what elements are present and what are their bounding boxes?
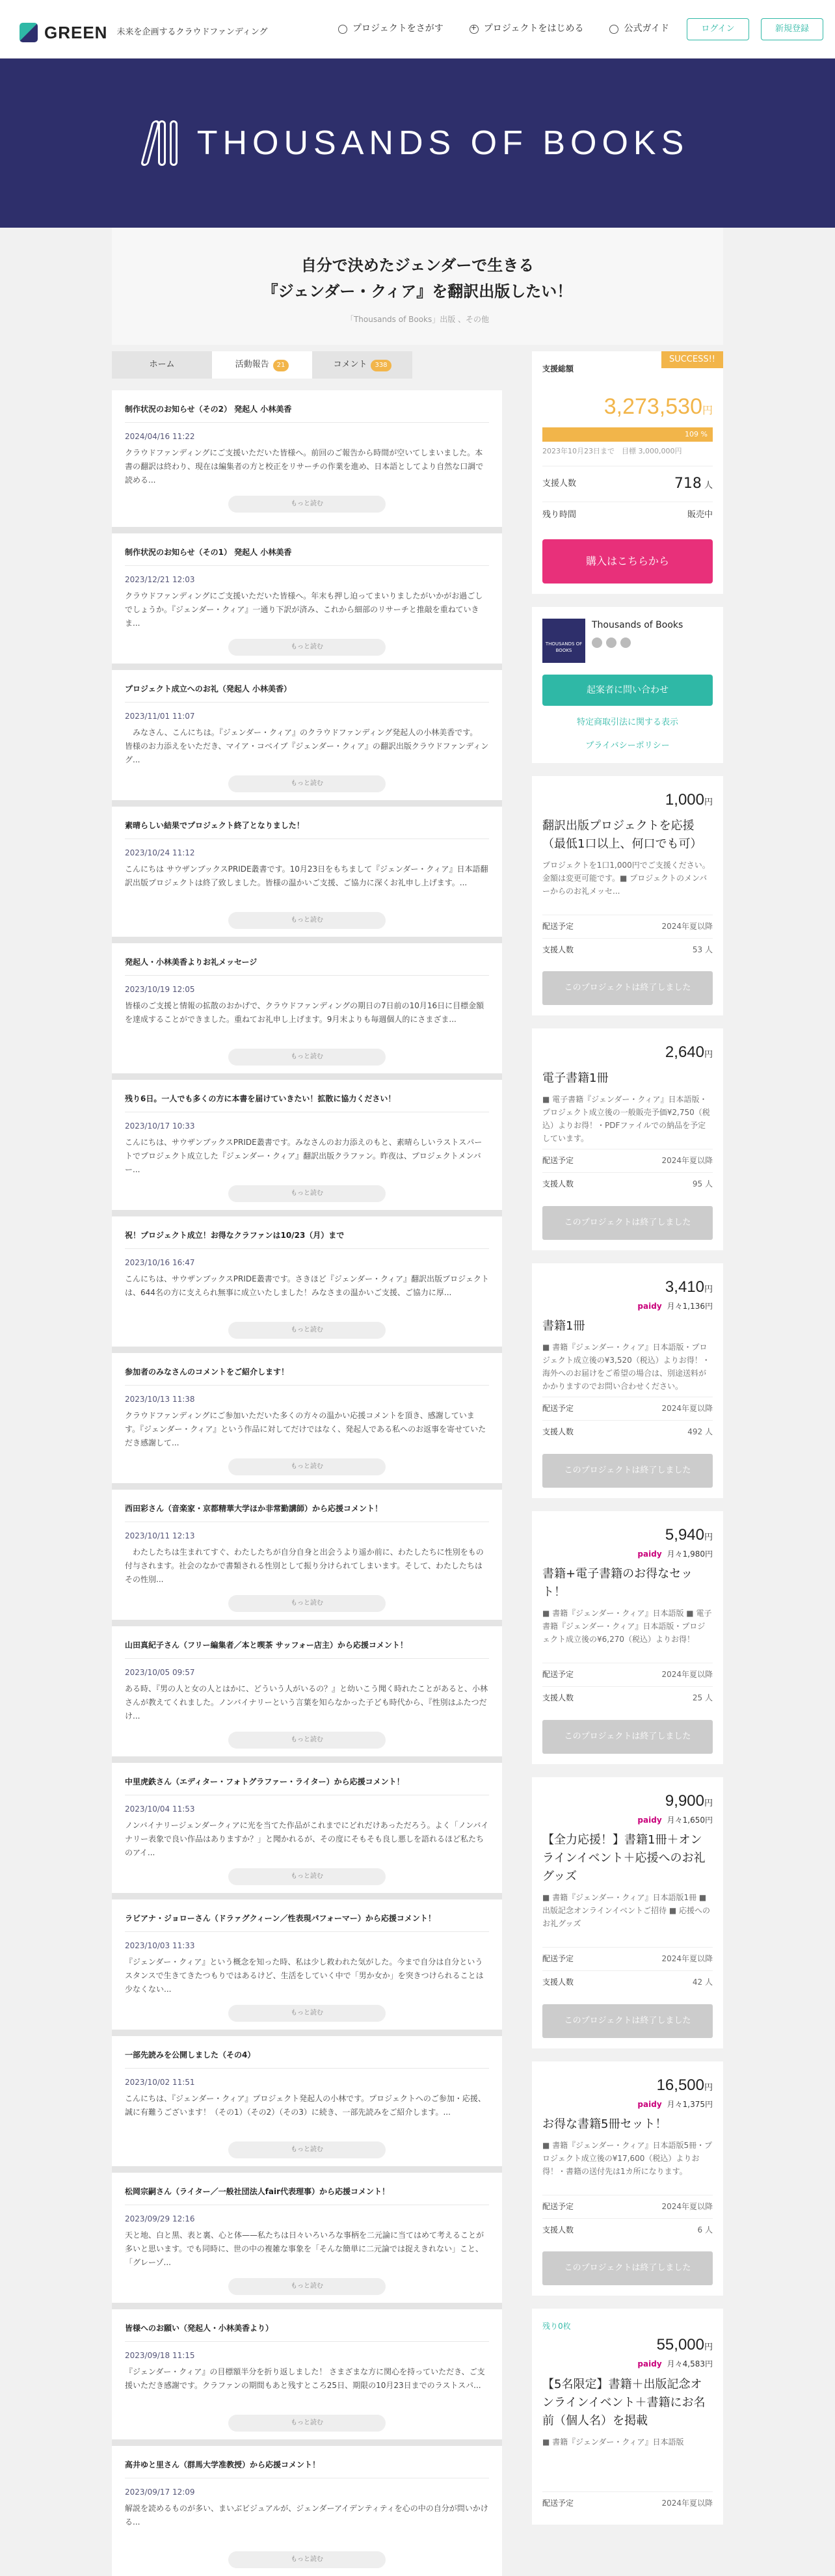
read-more-button[interactable]: もっと読む (228, 775, 386, 792)
report-item (112, 390, 502, 527)
report-divider (125, 2068, 489, 2069)
support-total (542, 390, 713, 424)
yen-unit: 円 (704, 1531, 713, 1542)
report-divider (125, 2341, 489, 2342)
reward-description: ■ 書籍『ジェンダー・クィア』日本語版・プロジェクト成立後の¥3,520（税込）よりお得！・海外へのお届けをご希望の場合は、別途送料がかかりますのでお問い合わせください。 (542, 1343, 710, 1391)
reward-price (542, 2073, 713, 2097)
paidy-monthly: 月々1,980円 (667, 1549, 713, 1559)
reward-description: ■ 書籍『ジェンダー・クィア』日本語版5冊・プロジェクト成立後の¥17,600（税込）よりお得！・書籍の送付先は1カ所になります。 (542, 2141, 713, 2177)
ship-date: 2024年夏以降 (661, 1670, 713, 1680)
backers-stat (542, 466, 713, 502)
report-item (112, 1620, 502, 1756)
project-ended-button[interactable]: このプロジェクトは終了しました (542, 1720, 713, 1754)
info-icon (609, 25, 618, 34)
read-more-button[interactable]: もっと読む (228, 1732, 386, 1749)
reward-amount: 2,640 (665, 1043, 704, 1062)
paidy-logo: paidy (637, 1549, 662, 1559)
reward-title: 書籍1冊 (542, 1319, 585, 1334)
support-amount: 3,273,530 (603, 394, 702, 419)
report-title[interactable]: 制作状況のお知らせ（その1） 発起人 小林美香 (125, 548, 292, 557)
paidy-installment (542, 1814, 713, 1827)
report-title[interactable]: プロジェクト成立へのお礼（発起人 小林美香） (125, 684, 291, 693)
ship-label: 配送予定 (542, 1404, 574, 1414)
project-title-area (112, 228, 723, 345)
yen-unit: 円 (702, 405, 713, 416)
backers-label: 支援人数 (542, 945, 574, 954)
report-title[interactable]: 皆様へのお願い（発起人・小林美香より） (125, 2324, 274, 2333)
read-more-button[interactable]: もっと読む (228, 1868, 386, 1885)
report-body: ノンバイナリージェンダークィアに光を当てた作品がこれまでにどれだけあっただろう。よく「ノンバイナリー表象で良い作品はありますか？」と聞かれるが、その度にそもそも良し悪しを語れるほど私たちのアイ... (125, 1821, 489, 1858)
report-date: 2023/12/21 12:03 (125, 574, 195, 584)
tab-home[interactable] (112, 351, 212, 379)
twitter-icon[interactable] (606, 637, 616, 648)
report-body: 『ジェンダー・クィア』の目標額半分を折り返しました！ さまざまな方に関心を持っていただき、ご支援いただき感謝です。クラファンの期間もあと残すところ25日、期限の10月23日までのラストスパ... (125, 2367, 485, 2391)
report-title[interactable]: 中里虎鉄さん（エディター・フォトグラファー・ライター）から応援コメント！ (125, 1777, 404, 1786)
report-date: 2023/10/11 12:13 (125, 1531, 195, 1540)
books-logo-icon (146, 120, 178, 166)
commerce-law-link[interactable]: 特定商取引法に関する表示 (576, 717, 678, 727)
read-more-button[interactable]: もっと読む (228, 1185, 386, 1202)
read-more-button[interactable]: もっと読む (228, 496, 386, 513)
report-title[interactable]: 発起人・小林美香よりお礼メッセージ (125, 958, 258, 967)
report-divider (125, 1931, 489, 1932)
reward-description: ■ 電子書籍『ジェンダー・クィア』日本語版・プロジェクト成立後の一般販売予価¥2,750（税込）よりお得！・PDFファイルでの納品を予定しています。 (542, 1095, 710, 1144)
reward-backers-row (542, 1172, 713, 1196)
breadcrumb[interactable]: 「Thousands of Books」出版 、その他 (345, 315, 490, 324)
person-unit: 人 (704, 481, 713, 491)
paidy-logo: paidy (637, 2359, 662, 2369)
project-tabs (112, 351, 502, 379)
sidebar (532, 351, 723, 2506)
privacy-policy-link[interactable]: プライバシーポリシー (585, 740, 670, 751)
reward-amount: 9,900 (665, 1791, 704, 1810)
report-title[interactable]: 参加者のみなさんのコメントをご紹介します！ (125, 1367, 289, 1376)
reward-price (542, 788, 713, 812)
paidy-monthly: 月々1,375円 (667, 2099, 713, 2109)
reward-backers-row (542, 938, 713, 961)
report-divider (125, 975, 489, 976)
report-item (112, 1483, 502, 1620)
report-title[interactable]: 高井ゆと里さん（群馬大学准教授）から応援コメント！ (125, 2460, 321, 2469)
reward-title: 【全力応援！】書籍1冊＋オンラインイベント＋応援へのお礼グッズ (542, 1833, 706, 1884)
reward-ship-row (542, 1149, 713, 1172)
reward-remaining: 残り0枚 (542, 2322, 571, 2331)
reward-title: 翻訳出版プロジェクトを応援（最低1口以上、何口でも可） (542, 819, 702, 852)
report-body: 『ジェンダー・クィア』という概念を知った時、私は少し救われた気がした。今まで自分は自分というスタンスで生きてきたつもりではあるけど、生活をしていく中で「男か女か」を突きつけられることは少なくない... (125, 1957, 484, 1994)
report-body: 皆様のご支援と情報の拡散のおかげで、クラウドファンディングの期日の7日前の10月16日に目標金額を達成することができました。重ねてお礼申し上げます。9月末よりも毎週個人的にさまざま... (125, 1001, 484, 1025)
paidy-installment (542, 2358, 713, 2370)
backers-label: 支援人数 (542, 1977, 574, 1987)
web-icon[interactable] (620, 637, 631, 648)
goal-amount: 目標 3,000,000円 (622, 447, 682, 456)
paidy-installment (542, 1300, 713, 1313)
report-body: こんにちは、サウザンブックスPRIDE叢書です。みなさんのお力添えのもと、素晴らしいラストスパートでプロジェクト成立した『ジェンダー・クィア』翻訳出版クラファン。昨夜は、プロジェクトメンバー... (125, 1138, 483, 1175)
paidy-logo: paidy (637, 1301, 662, 1311)
report-date: 2023/10/19 12:05 (125, 984, 195, 994)
buy-button[interactable]: 購入はこちらから (542, 539, 713, 584)
read-more-button[interactable]: もっと読む (228, 1322, 386, 1339)
reward-ship-row (542, 2195, 713, 2218)
tab-label: 活動報告 (235, 360, 269, 369)
report-body: こんにちは サウザンブックスPRIDE叢書です。10月23日をもちまして『ジェンダー・クィア』日本語翻訳出版プロジェクトは終了致しました。皆様の温かいご支援、ご協力に深くお礼申し上げます。... (125, 865, 488, 888)
backers-label: 支援人数 (542, 1427, 574, 1436)
end-note: 2023年10月23日まで (542, 447, 615, 456)
report-item (112, 527, 502, 664)
report-date: 2024/04/16 11:22 (125, 431, 195, 441)
reward-ship-row (542, 1947, 713, 1970)
report-date: 2023/09/18 11:15 (125, 2350, 195, 2360)
backers-label: 支援人数 (542, 479, 577, 489)
paidy-installment (542, 2099, 713, 2111)
reward-price (542, 1523, 713, 1547)
reward-title: 【5名限定】書籍＋出版記念オンラインイベント＋書籍にお名前（個人名）を掲載 (542, 2377, 706, 2428)
owner-logo[interactable]: THOUSANDS OF BOOKS (542, 619, 585, 663)
reward-amount: 3,410 (665, 1278, 704, 1296)
read-more-button[interactable]: もっと読む (228, 2141, 386, 2158)
reward-backers: 53 人 (692, 945, 713, 954)
reward-ship-row (542, 1397, 713, 1420)
ship-label: 配送予定 (542, 1954, 574, 1964)
yen-unit: 円 (704, 1797, 713, 1808)
report-title[interactable]: 一部先読みを公開しました（その4） (125, 2050, 256, 2059)
main-column (112, 351, 502, 2564)
yen-unit: 円 (704, 2342, 713, 2352)
tab-label: コメント (333, 360, 367, 369)
reward-description: ■ 書籍『ジェンダー・クィア』日本語版 ■ 電子書籍『ジェンダー・クィア』日本語版・プロジェクト成立後の¥6,270（税込）よりお得！ (542, 1609, 712, 1644)
ship-date: 2024年夏以降 (661, 1404, 713, 1414)
reward-price (542, 1040, 713, 1064)
report-item (112, 2030, 502, 2166)
paidy-monthly: 月々1,650円 (667, 1815, 713, 1825)
reward-backers-row (542, 1970, 713, 1994)
owner-card (532, 607, 723, 763)
report-body: みなさん、こんにちは。『ジェンダー・クィア』のクラウドファンディング発起人の小林美香です。 皆様のお力添えをいただき、マイア・コベイブ『ジェンダー・クィア』の翻訳出版クラウドファンディング... (125, 728, 489, 765)
nav-label: プロジェクトをさがす (352, 23, 444, 34)
nav-guide[interactable] (609, 22, 669, 36)
report-divider (125, 1248, 489, 1249)
reward-ship-row (542, 2491, 713, 2515)
paidy-installment (542, 1548, 713, 1561)
tab-label: ホーム (149, 360, 175, 369)
ship-date: 2024年夏以降 (661, 922, 713, 932)
report-divider (125, 565, 489, 566)
owner-info (542, 619, 713, 663)
ship-date: 2024年夏以降 (661, 2498, 713, 2508)
read-more-button[interactable]: もっと読む (228, 912, 386, 929)
title-line-1: 自分で決めたジェンダーで生きる (300, 256, 535, 275)
report-divider (125, 422, 489, 423)
reward-price (542, 1789, 713, 1813)
plus-icon (470, 25, 479, 34)
report-divider (125, 1385, 489, 1386)
report-item (112, 2439, 502, 2576)
reward-backers: 25 人 (692, 1693, 713, 1702)
report-title[interactable]: ラビアナ・ジョローさん（ドラァグクィーン／性表現パフォーマー）から応援コメント！ (125, 1914, 436, 1923)
banner-title: THOUSANDS OF BOOKS (196, 124, 689, 162)
tab-badge: 338 (371, 360, 391, 371)
report-divider (125, 1658, 489, 1659)
report-title[interactable]: 西田彩さん（音楽家・京都精華大学ほか非常勤講師）から応援コメント！ (125, 1504, 383, 1513)
report-body: ある時、『男の人と女の人とはかに、どういう人がいるの？』と幼いこう聞く時れたことがあると、小林さんが教えてくれました。ノンバイナリーという言葉を知らなかった子ども時代から、『性別はふたつだけ... (125, 1684, 488, 1721)
read-more-button[interactable]: もっと読む (228, 639, 386, 656)
project-ended-button[interactable]: このプロジェクトは終了しました (542, 2004, 713, 2038)
nav-start-project[interactable] (470, 22, 584, 36)
report-item (112, 664, 502, 800)
social-links (592, 637, 683, 648)
owner-name[interactable]: Thousands of Books (592, 619, 683, 630)
report-date: 2023/09/29 12:16 (125, 2214, 195, 2223)
report-title[interactable]: 山田真紀子さん（フリー編集者／本と喫茶 サッフォー店主）から応援コメント！ (125, 1641, 408, 1650)
report-divider (125, 702, 489, 703)
ship-label: 配送予定 (542, 2498, 574, 2508)
reward-backers: 492 人 (687, 1427, 713, 1436)
project-ended-button[interactable]: このプロジェクトは終了しました (542, 1206, 713, 1240)
reward-card[interactable] (532, 1028, 723, 1250)
reward-amount: 1,000 (665, 790, 704, 809)
report-body: こんにちは、サウザンブックスPRIDE叢書です。さきほど『ジェンダー・クィア』翻訳出版プロジェクトは、644名の方に支えられ無事に成立いたしました！みなさまの温かいご支援、ご協力に厚... (125, 1274, 489, 1298)
yen-unit: 円 (704, 2082, 713, 2092)
site-header (0, 0, 835, 59)
reward-amount: 16,500 (656, 2076, 704, 2094)
yen-unit: 円 (704, 1283, 713, 1294)
read-more-button[interactable]: もっと読む (228, 1595, 386, 1612)
reward-card[interactable] (532, 2309, 723, 2525)
report-item (112, 2166, 502, 2303)
ship-label: 配送予定 (542, 2202, 574, 2212)
project-banner (0, 59, 835, 228)
report-date: 2023/10/17 10:33 (125, 1121, 195, 1131)
logo-mark-icon (20, 23, 38, 42)
reward-backers-row (542, 1420, 713, 1443)
report-date: 2023/10/03 11:33 (125, 1940, 195, 1950)
success-badge: SUCCESS!! (661, 351, 723, 368)
reward-backers-row (542, 2218, 713, 2242)
report-date: 2023/10/04 11:53 (125, 1804, 195, 1814)
tab-comments[interactable] (312, 351, 412, 379)
report-date: 2023/10/13 11:38 (125, 1394, 195, 1404)
remain-stat (542, 502, 713, 528)
reward-description: ■ 書籍『ジェンダー・クィア』日本語版 (542, 2437, 684, 2447)
yen-unit: 円 (704, 796, 713, 807)
read-more-button[interactable]: もっと読む (228, 2278, 386, 2295)
report-item (112, 1347, 502, 1483)
backers-count: 718 (674, 476, 702, 492)
reward-card[interactable] (532, 2061, 723, 2296)
login-button[interactable]: ログイン (687, 18, 749, 40)
search-icon (338, 25, 347, 34)
contact-owner-button[interactable]: 起案者に問い合わせ (542, 675, 713, 706)
report-date: 2023/09/17 12:09 (125, 2487, 195, 2497)
support-label: 支援総額 (542, 364, 574, 373)
ship-label: 配送予定 (542, 1156, 574, 1166)
reward-card[interactable] (532, 776, 723, 1015)
reward-price (542, 1275, 713, 1299)
report-title[interactable]: 制作状況のお知らせ（その2） 発起人 小林美香 (125, 405, 292, 414)
brand-tagline: 未来を企画するクラウドファンディング (116, 27, 268, 38)
ship-label: 配送予定 (542, 922, 574, 932)
goal-note (542, 446, 713, 457)
register-button[interactable]: 新規登録 (761, 18, 823, 40)
read-more-button[interactable]: もっと読む (228, 2005, 386, 2022)
report-item (112, 1893, 502, 2030)
report-item (112, 800, 502, 937)
paidy-logo: paidy (637, 2099, 662, 2109)
tab-badge: 21 (273, 360, 289, 371)
backers-label: 支援人数 (542, 1693, 574, 1702)
report-body: 解説を読めるものが多い、まいぶビジュアルが、ジェンダーアイデンティティを心の中の自分が問いかける... (125, 2504, 488, 2527)
backers-label: 支援人数 (542, 1179, 574, 1188)
reward-backers: 6 人 (697, 2225, 713, 2234)
read-more-button[interactable]: もっと読む (228, 2415, 386, 2432)
nav-label: プロジェクトをはじめる (483, 23, 584, 34)
paidy-monthly: 月々1,136円 (667, 1301, 713, 1311)
report-body: こんにちは、『ジェンダー・クィア』プロジェクト発起人の小林です。プロジェクトへのご参加・応援、誠に有難うございます！（その1）（その2）（その3）に続き、一部先読みをご紹介します。... (125, 2094, 486, 2117)
reward-backers: 95 人 (692, 1179, 713, 1188)
yen-unit: 円 (704, 1049, 713, 1060)
reward-ship-row (542, 915, 713, 938)
reward-card[interactable] (532, 1777, 723, 2048)
nav-label: 公式ガイド (624, 23, 670, 34)
report-date: 2023/10/24 11:12 (125, 848, 195, 857)
reward-backers: 42 人 (692, 1977, 713, 1987)
report-item (112, 937, 502, 1073)
remain-value: 販売中 (687, 510, 713, 520)
reward-title: 電子書籍1冊 (542, 1071, 609, 1086)
paidy-monthly: 月々4,583円 (667, 2359, 713, 2369)
reward-card[interactable] (532, 1263, 723, 1498)
project-ended-button[interactable]: このプロジェクトは終了しました (542, 1454, 713, 1488)
main-nav (338, 22, 669, 36)
ship-label: 配送予定 (542, 1670, 574, 1680)
title-line-2: 『ジェンダー・クィア』を翻訳出版したい！ (262, 282, 573, 301)
report-date: 2023/10/16 16:47 (125, 1257, 195, 1267)
ship-date: 2024年夏以降 (661, 1954, 713, 1964)
ship-date: 2024年夏以降 (661, 2202, 713, 2212)
report-date: 2023/10/02 11:51 (125, 2077, 195, 2087)
report-item (112, 1073, 502, 1210)
reward-title: お得な書籍5冊セット！ (542, 2117, 667, 2132)
reward-list (532, 776, 723, 2525)
report-list (112, 390, 502, 2576)
report-title[interactable]: 祝！プロジェクト成立！お得なクラファンは10/23（月）まで (125, 1231, 345, 1240)
reward-description: プロジェクトを1口1,000円でご支援ください。金額は変更可能です。■ プロジェクトのメンバーからのお礼メッセ... (542, 861, 710, 896)
facebook-icon[interactable] (592, 637, 602, 648)
paidy-logo: paidy (637, 1815, 662, 1825)
reward-price (542, 2333, 713, 2357)
read-more-button[interactable]: もっと読む (228, 1049, 386, 1066)
read-more-button[interactable]: もっと読む (228, 2551, 386, 2568)
backers-label: 支援人数 (542, 2225, 574, 2234)
reward-backers-row (542, 1686, 713, 1710)
reward-ship-row (542, 1663, 713, 1686)
reward-title: 書籍+電子書籍のお得なセット！ (542, 1567, 693, 1600)
reward-description: ■ 書籍『ジェンダー・クィア』日本語版1冊 ■ 出版記念オンラインイベントご招待 ■ 応援へのお礼グッズ (542, 1893, 711, 1929)
reward-card[interactable] (532, 1511, 723, 1764)
project-ended-button[interactable]: このプロジェクトは終了しました (542, 971, 713, 1005)
project-ended-button[interactable]: このプロジェクトは終了しました (542, 2251, 713, 2285)
reward-amount: 55,000 (656, 2336, 704, 2354)
reward-amount: 5,940 (665, 1525, 704, 1544)
report-title[interactable]: 素晴らしい結果でプロジェクト終了となりました！ (125, 821, 304, 830)
brand-logo[interactable] (20, 20, 268, 46)
brand-name: GREEN (44, 23, 108, 42)
report-body: 天と地、白と黒、表と裏、心と体——私たちは日々いろいろな事柄を二元論に当てはめて考えることが多いと思います。でも同時に、世の中の複雑な事象を「そんな簡単に二元論では捉えきれない」こと、「グレーゾ... (125, 2231, 484, 2268)
report-body: わたしたちは生まれてすぐ、わたしたちが自分自身と出会うより遥か前に、わたしたちに性別をもの付与されます。社会のなかで書類される性別として振り分けられてしまいます。そして、わたしたちはその性別... (125, 1548, 484, 1585)
progress-bar: 109 % (542, 427, 713, 442)
report-title[interactable]: 残り6日。一人でも多くの方に本書を届けていきたい！拡散に協力ください！ (125, 1094, 396, 1103)
report-date: 2023/10/05 09:57 (125, 1667, 195, 1677)
ship-date: 2024年夏以降 (661, 1156, 713, 1166)
report-body: クラウドファンディングにご参加いただいた多くの方々の温かい応援コメントを頂き、感謝しています。『ジェンダー・クィア』という作品に対してだけではなく、発起人である私へのお返事を寄せていただき感謝して... (125, 1411, 486, 1448)
tab-reports[interactable] (212, 351, 312, 379)
read-more-button[interactable]: もっと読む (228, 1458, 386, 1475)
support-card (532, 351, 723, 594)
report-item (112, 1210, 502, 1347)
report-title[interactable]: 松岡宗嗣さん（ライター／一般社団法人fair代表理事）から応援コメント！ (125, 2187, 390, 2196)
report-body: クラウドファンディングにご支援いただいた皆様へ。年末も押し迫ってまいりましたがいかがお過ごしでしょうか。『ジェンダー・クィア』一通り下訳が済み、これから細部のリサーチと推敲を重ねていきま... (125, 591, 483, 628)
report-date: 2023/11/01 11:07 (125, 711, 195, 721)
nav-find-project[interactable] (338, 22, 444, 36)
report-item (112, 1756, 502, 1893)
report-item (112, 2303, 502, 2439)
remain-label: 残り時間 (542, 510, 577, 520)
report-body: クラウドファンディングにご支援いただいた皆様へ。前回のご報告から時間が空いてしまいました。本書の翻訳は終わり、現在は編集者の方と校正をリサーチの作業を進め、日本語としてより自然な口調で読める... (125, 448, 484, 485)
project-title (112, 252, 723, 304)
